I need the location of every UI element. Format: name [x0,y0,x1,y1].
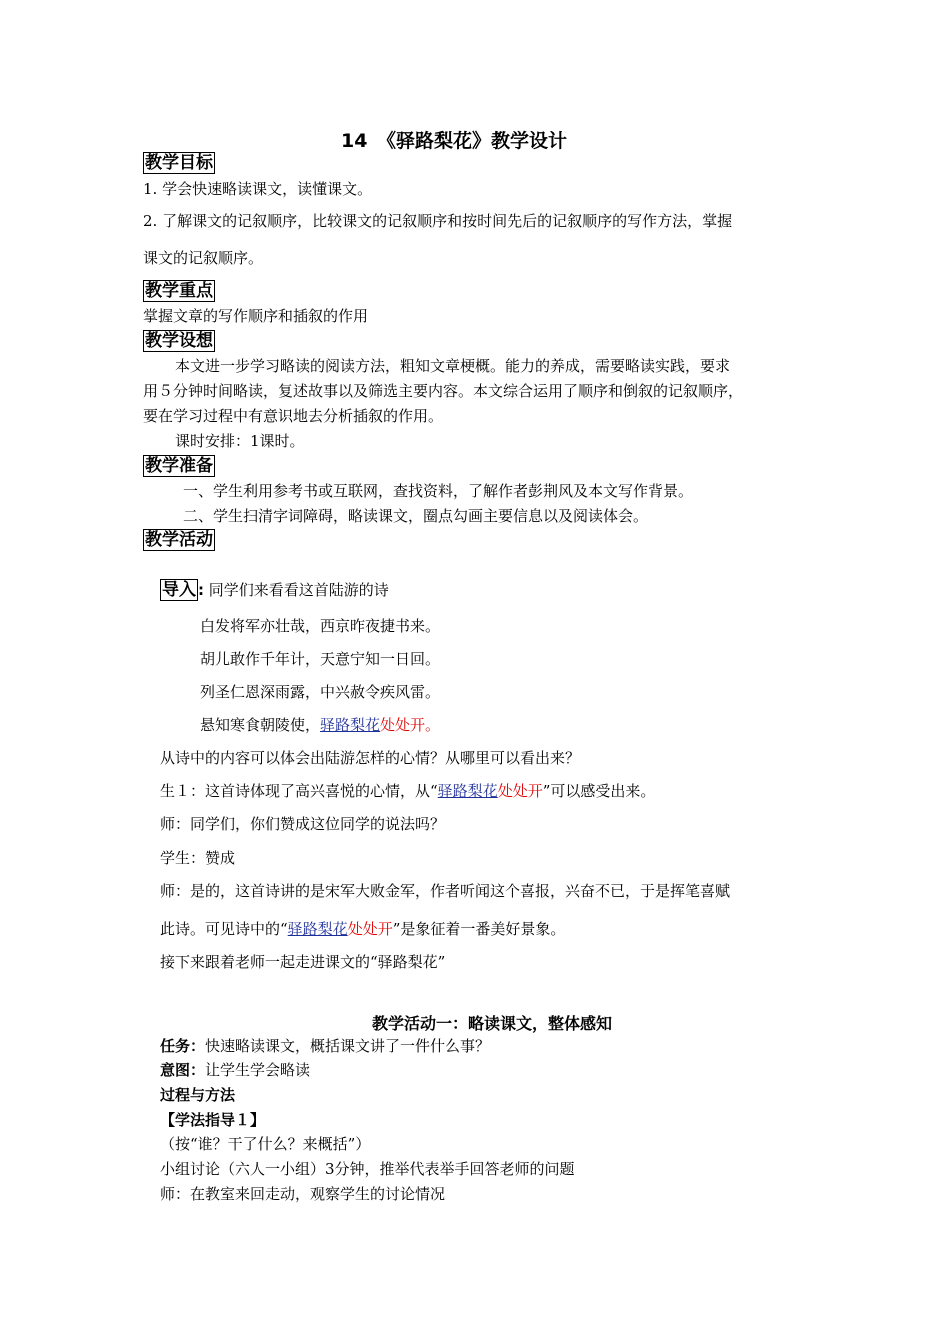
poem-line-2: 胡儿敢作千年计，天意宁知一日回。 [200,650,441,668]
section-heading-activity: 教学活动 [145,530,213,550]
student-answer-1 [160,782,655,800]
activity-1-intent [160,1061,310,1079]
highlight-yilu-lihua: 驿路梨花 [287,920,348,938]
design-line-2: 用５分钟时间略读，复述故事以及筛选主要内容。本文综合运用了顺序和倒叙的记叙顺序， [143,382,744,400]
design-line-3: 要在学习过程中有意识地去分析插叙的作用。 [143,407,444,425]
teacher-line-2-cont-post: ”是象征着一番美好景象。 [392,920,566,938]
teacher-action: 师：在教室来回走动，观察学生的讨论情况 [160,1185,446,1203]
highlight-yilu-lihua: 驿路梨花 [437,782,498,800]
activity-1-title: 教学活动一：略读课文，整体感知 [372,1014,613,1033]
intro-text: 同学们来看看这首陆游的诗 [208,581,389,599]
teacher-line-3: 接下来跟着老师一起走进课文的“驿路梨花” [160,953,446,971]
prep-item-1: 一、学生利用参考书或互联网，查找资料，了解作者彭荆风及本文写作背景。 [183,482,694,500]
poem-line-1: 白发将军亦壮哉，西京昨夜捷书来。 [200,617,441,635]
design-line-1: 本文进一步学习略读的阅读方法，粗知文章梗概。能力的养成，需要略读实践，要求 [175,357,731,375]
poem-line-3: 列圣仁恩深雨露，中兴赦令疾风雷。 [200,683,441,701]
student-answer-1-pre: 生１：这首诗体现了高兴喜悦的心情，从“ [160,782,438,800]
highlight-chuchukai: 处处开 [347,920,393,938]
goal-item-2: 2. 了解课文的记叙顺序，比较课文的记叙顺序和按时间先后的记叙顺序的写作方法，掌握 [143,212,733,230]
page-title: 14 《驿路梨花》教学设计 [341,130,567,152]
task-label: 任务： [160,1037,206,1055]
section-heading-goals: 教学目标 [145,153,213,173]
goal-item-1: 1. 学会快速略读课文，读懂课文。 [143,180,373,198]
activity-1-task [160,1037,490,1055]
poem-line-4-text: 悬知寒食朝陵使， [200,716,321,734]
highlight-chuchukai: 处处开 [380,716,426,734]
goal-item-2-cont: 课文的记叙顺序。 [143,249,264,267]
highlight-yilu-lihua: 驿路梨花 [320,716,381,734]
group-discussion: 小组讨论（六人一小组）3分钟，推举代表举手回答老师的问题 [160,1160,575,1178]
guide-hint: （按“谁？干了什么？来概括”） [160,1135,371,1153]
poem-line-4 [200,716,440,734]
section-heading-design: 教学设想 [145,331,213,351]
intent-label: 意图： [160,1061,206,1079]
section-heading-focus: 教学重点 [145,281,213,301]
poem-line-4-end: 。 [425,716,441,734]
student-answer-1-post: ”可以感受出来。 [542,782,656,800]
intro-line [160,580,389,600]
method-guide: 【学法指导１】 [160,1111,266,1129]
focus-text: 掌握文章的写作顺序和插叙的作用 [143,307,369,325]
intro-label: 导入 [162,580,196,600]
teacher-line-2: 师：是的，这首诗讲的是宋军大败金军，作者听闻这个喜报，兴奋不已，于是挥笔喜赋 [160,882,731,900]
teacher-line-1: 师：同学们，你们赞成这位同学的说法吗？ [160,815,446,833]
task-text: 快速略读课文，概括课文讲了一件什么事？ [205,1037,491,1055]
highlight-chuchukai: 处处开 [497,782,543,800]
design-schedule: 课时安排：1课时。 [175,432,305,450]
question-text: 从诗中的内容可以体会出陆游怎样的心情？从哪里可以看出来？ [160,749,581,767]
section-heading-prep: 教学准备 [145,456,213,476]
intent-text: 让学生学会略读 [205,1061,311,1079]
teacher-line-2-cont-pre: 此诗。可见诗中的“ [160,920,288,938]
prep-item-2: 二、学生扫清字词障碍，略读课文，圈点勾画主要信息以及阅读体会。 [183,507,649,525]
process-heading: 过程与方法 [160,1086,236,1104]
student-line-2: 学生：赞成 [160,849,236,867]
teacher-line-2-cont [160,920,565,938]
intro-colon: : [198,581,204,599]
